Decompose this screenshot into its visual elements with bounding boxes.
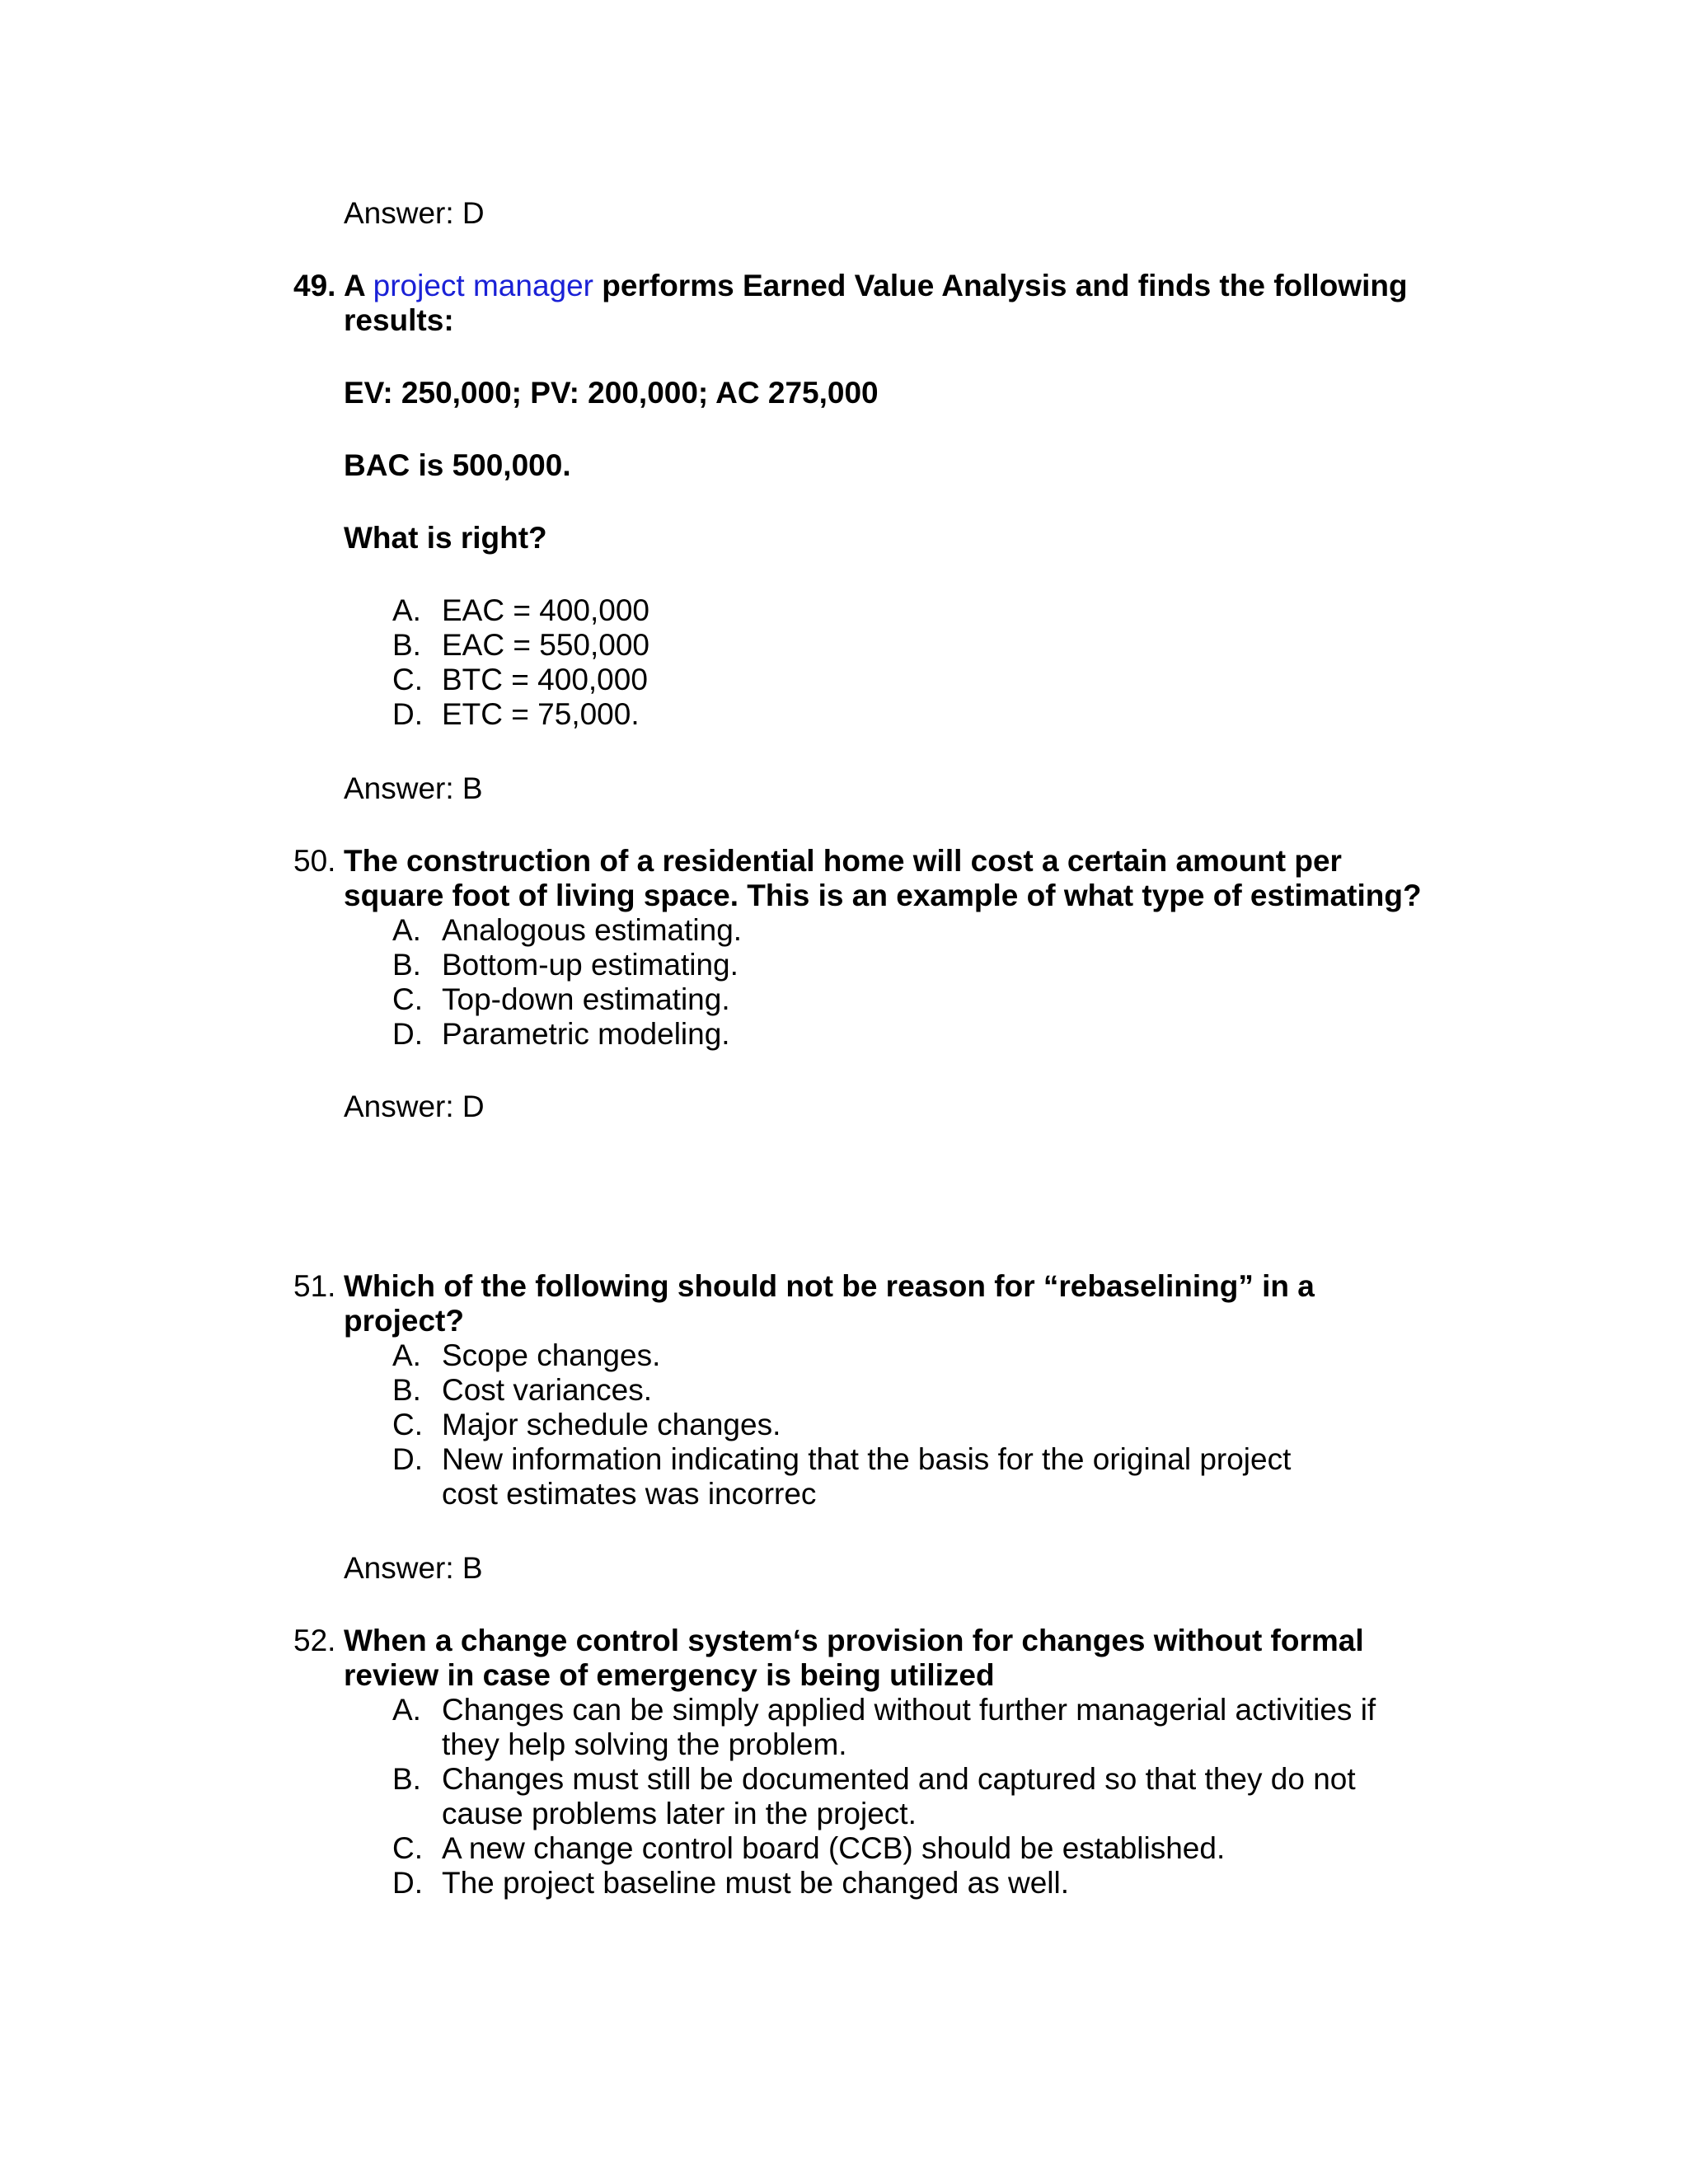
option-text: EAC = 400,000 (442, 593, 649, 627)
ev-pv-ac-values: EV: 250,000; PV: 200,000; AC 275,000 (344, 376, 879, 410)
option-text: EAC = 550,000 (442, 628, 649, 662)
answer-49: Answer: B (344, 771, 483, 805)
option-letter: B. (392, 1373, 421, 1407)
option-letter: A. (392, 1338, 421, 1372)
option-text: Major schedule changes. (442, 1408, 781, 1441)
option-letter: C. (392, 663, 423, 696)
question-text (344, 269, 1432, 338)
question-number: 49. (293, 269, 336, 302)
option-b (0, 628, 1688, 663)
option-text: Changes can be simply applied without further managerial activities if they help solving the problem. (442, 1693, 1376, 1761)
option-text: Bottom-up estimating. (442, 948, 738, 982)
options-list (0, 593, 1688, 732)
option-letter: D. (392, 1866, 423, 1900)
option-letter: B. (392, 1762, 421, 1796)
option-letter: A. (392, 1693, 421, 1727)
option-text: Scope changes. (442, 1338, 661, 1372)
option-text: ETC = 75,000. (442, 697, 640, 731)
option-a (0, 1338, 1688, 1373)
bac-value: BAC is 500,000. (344, 448, 571, 482)
question-text: When a change control system‘s provision for changes without formal review in case of emergency is being utilized (344, 1624, 1364, 1692)
project-manager-link[interactable]: project manager (373, 269, 594, 302)
question-text: The construction of a residential home will cost a certain amount per square foot of living space. This is an example of what type of estimating? (344, 844, 1422, 912)
option-a (0, 593, 1688, 628)
options-list (0, 1693, 1688, 1900)
option-d (0, 697, 1688, 732)
option-letter: B. (392, 948, 421, 982)
option-letter: B. (392, 628, 421, 662)
option-text: The project baseline must be changed as well. (442, 1866, 1069, 1900)
options-list (0, 913, 1688, 1052)
option-text: Analogous estimating. (442, 913, 743, 947)
option-letter: D. (392, 1017, 423, 1051)
answer-48: Answer: D (344, 196, 485, 230)
answer-51: Answer: B (344, 1551, 483, 1585)
question-text-post: performs Earned Value Analysis and finds the following results: (344, 269, 1408, 337)
option-text: A new change control board (CCB) should be established. (442, 1831, 1226, 1865)
option-letter: D. (392, 697, 423, 731)
option-letter: D. (392, 1442, 423, 1476)
option-b (0, 948, 1688, 982)
option-a (0, 1693, 1688, 1762)
option-text: New information indicating that the basis for the original project cost estimates was incorrec (442, 1442, 1292, 1511)
question-number: 52. (293, 1624, 336, 1657)
option-letter: C. (392, 1831, 423, 1865)
option-b (0, 1762, 1688, 1831)
question-text: Which of the following should not be reason for “rebaselining” in a project? (344, 1269, 1315, 1338)
answer-50: Answer: D (344, 1090, 485, 1123)
option-text: Top-down estimating. (442, 982, 730, 1016)
option-text: BTC = 400,000 (442, 663, 648, 696)
options-list (0, 1338, 1688, 1511)
option-letter: A. (392, 593, 421, 627)
option-d (0, 1442, 1688, 1511)
question-prompt: What is right? (344, 521, 547, 555)
option-d (0, 1017, 1688, 1052)
option-b (0, 1373, 1688, 1408)
option-d (0, 1866, 1688, 1900)
option-c (0, 1831, 1688, 1866)
option-a (0, 913, 1688, 948)
option-c (0, 1408, 1688, 1442)
question-text-pre: A (344, 269, 373, 302)
option-text: Parametric modeling. (442, 1017, 730, 1051)
question-number: 50. (293, 844, 336, 878)
option-c (0, 663, 1688, 697)
option-letter: C. (392, 1408, 423, 1441)
option-c (0, 982, 1688, 1017)
option-letter: C. (392, 982, 423, 1016)
option-text: Cost variances. (442, 1373, 652, 1407)
question-number: 51. (293, 1269, 336, 1303)
option-text: Changes must still be documented and captured so that they do not cause problems later in the project. (442, 1762, 1356, 1830)
option-letter: A. (392, 913, 421, 947)
